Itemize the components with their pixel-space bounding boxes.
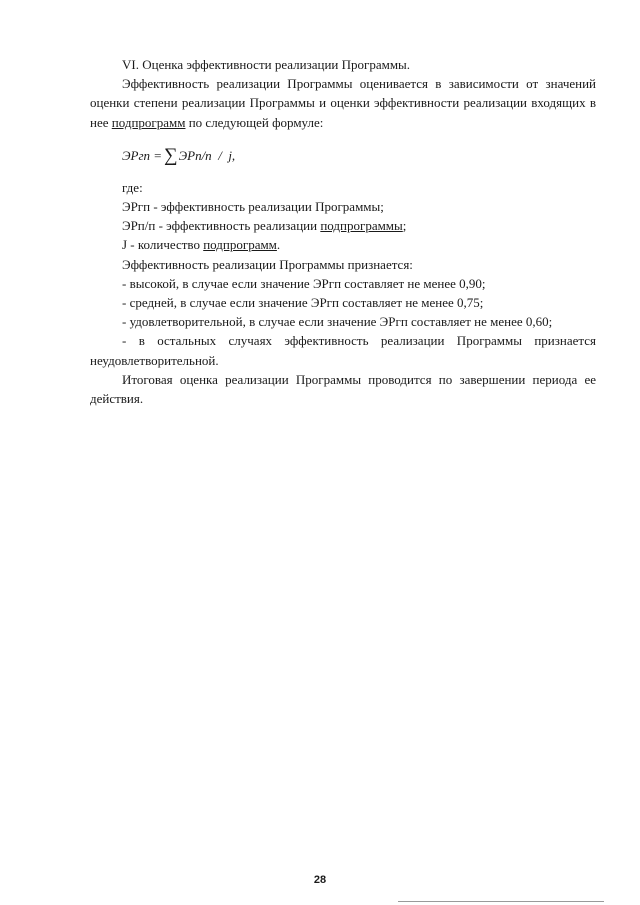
- definition-j: J - количество подпрограмм.: [122, 237, 281, 253]
- formula-rhs: j,: [228, 148, 236, 164]
- criterion-unsatisfactory: - в остальных случаях эффективность реализации Программы признается неудовлетворительной.: [90, 333, 596, 368]
- intro-text: Эффективность реализации Программы оценивается в зависимости от значений оценки степени реализации Программы и оценки эффективности реализации входящих в нее: [90, 76, 596, 130]
- sum-icon: ∑: [164, 145, 178, 167]
- criterion-high: - высокой, в случае если значение ЭРгп составляет не менее 0,90;: [122, 275, 486, 291]
- formula-equals: =: [153, 148, 163, 164]
- criterion-satisfactory: - удовлетворительной, в случае если значение ЭРгп составляет не менее 0,60;: [122, 314, 553, 330]
- definition-erpp: ЭРп/п - эффективность реализации подпрограммы;: [122, 218, 407, 234]
- formula-div: /: [218, 148, 222, 164]
- page-number: 28: [313, 874, 327, 886]
- formula-term: ЭРп/n: [178, 148, 212, 164]
- definition-ergp: ЭРгп - эффективность реализации Программы;: [122, 199, 384, 215]
- final-paragraph: Итоговая оценка реализации Программы проводится по завершении периода ее действия.: [90, 371, 596, 407]
- where-label: где:: [122, 179, 143, 195]
- subprograms-link[interactable]: подпрограмм: [111, 114, 186, 130]
- intro-paragraph: [90, 74, 596, 132]
- intro-tail: по следующей формуле:: [185, 114, 324, 130]
- section-heading: VI. Оценка эффективности реализации Программы.: [122, 57, 411, 72]
- recognition-intro: Эффективность реализации Программы признается:: [122, 256, 413, 272]
- efficiency-formula: [90, 144, 596, 168]
- document-body: [90, 55, 596, 408]
- subprogram-link[interactable]: подпрограммы: [320, 218, 403, 234]
- criterion-medium: - средней, в случае если значение ЭРгп составляет не менее 0,75;: [122, 295, 484, 311]
- subprograms-count-link[interactable]: подпрограмм: [203, 237, 277, 253]
- page-edge-line: [398, 901, 604, 902]
- formula-lhs: ЭРгп: [122, 148, 151, 164]
